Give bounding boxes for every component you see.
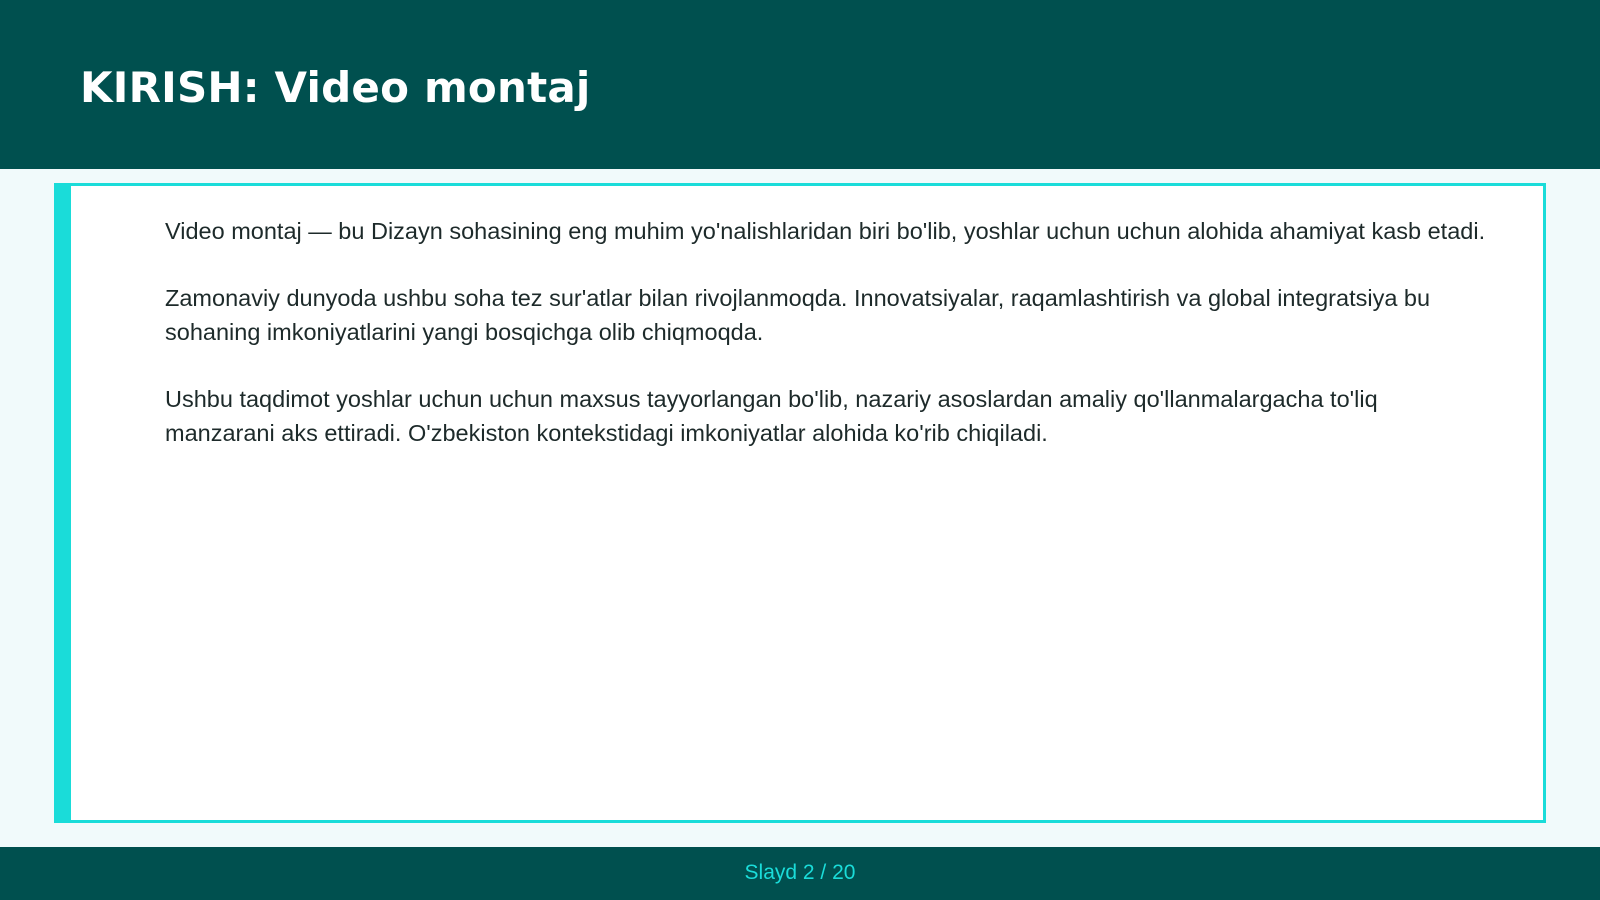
slide-title: KIRISH: Video montaj xyxy=(80,63,591,112)
slide-header xyxy=(0,0,1600,169)
paragraph-intro: Video montaj — bu Dizayn sohasining eng muhim yo'nalishlaridan biri bo'lib, yoshlar uchun uchun alohida ahamiyat kasb etadi. xyxy=(165,218,1486,244)
paragraph-modern-world: Zamonaviy dunyoda ushbu soha tez sur'atlar bilan rivojlanmoqda. Innovatsiyalar, raqamlashtirish va global integratsiya bu sohaning imkoniyatlarini yangi bosqichga olib chiqmoqda. xyxy=(165,285,1431,345)
slide-footer xyxy=(0,847,1600,900)
content-body xyxy=(165,214,1487,483)
slide-counter: Slayd 2 / 20 xyxy=(744,861,856,884)
paragraph-presentation-scope: Ushbu taqdimot yoshlar uchun uchun maxsus tayyorlangan bo'lib, nazariy asoslardan amaliy qo'llanmalargacha to'liq manzarani aks ettiradi. O'zbekiston kontekstidagi imkoniyatlar alohida ko'rib chiqiladi. xyxy=(165,386,1378,446)
content-card xyxy=(54,183,1546,823)
